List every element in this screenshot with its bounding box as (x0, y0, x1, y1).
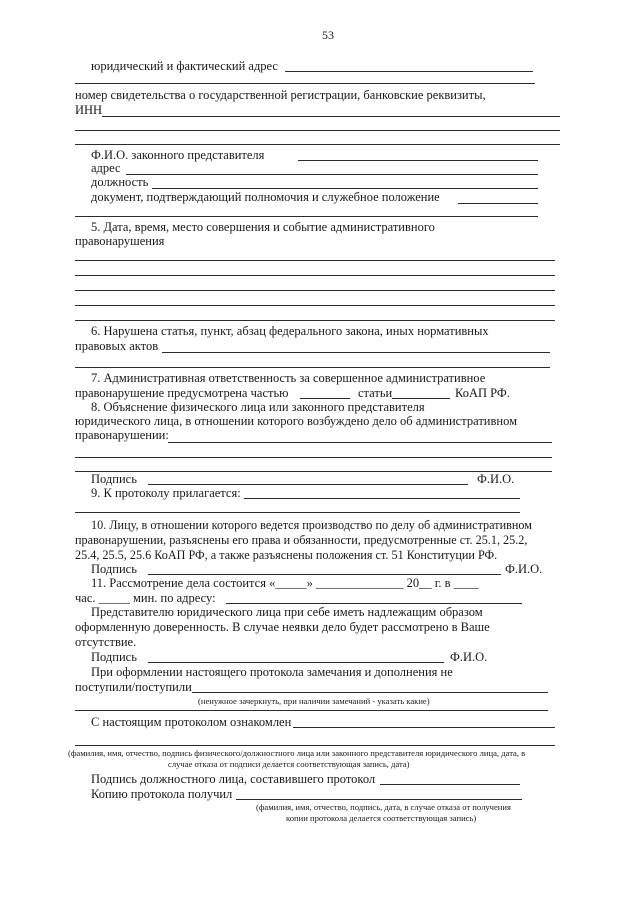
section-6-line-2: правовых актов (75, 339, 159, 353)
fio-label-2: Ф.И.О. (505, 562, 543, 576)
representative-name-label: Ф.И.О. законного представителя (91, 148, 265, 162)
representative-address-label: адрес (91, 161, 121, 175)
representative-document-field-2[interactable] (75, 216, 538, 217)
section-7-line-2b: статьи (358, 386, 393, 400)
section-7-article-field[interactable] (392, 398, 450, 399)
signature-label-1: Подпись (91, 472, 137, 486)
copy-received-field[interactable] (236, 799, 522, 800)
representative-position-field[interactable] (152, 188, 538, 189)
section-9-label: 9. К протоколу прилагается: (91, 486, 241, 500)
representative-position-label: должность (91, 175, 149, 189)
copy-note-line-2: копии протокола делается соответствующая запись) (286, 813, 477, 823)
copy-note-line-1: (фамилия, имя, отчество, подпись, дата, в случае отказа от получения (256, 802, 511, 812)
inn-field-line-2[interactable] (75, 130, 560, 131)
acquainted-note-line-2: случае отказа от подписи делается соответствующая запись, дата) (168, 759, 410, 769)
representative-name-field[interactable] (298, 160, 538, 161)
section-8-line-2: юридического лица, в отношении которого возбуждено дело об административном (75, 414, 517, 428)
fio-label-3: Ф.И.О. (450, 650, 488, 664)
copy-received-label: Копию протокола получил (91, 787, 233, 801)
representative-notice-line-1: Представителю юридического лица при себе иметь надлежащим образом (91, 605, 483, 619)
section-9-field-1[interactable] (244, 498, 520, 499)
section-10-line-2: правонарушении, разъяснены его права и обязанности, предусмотренные ст. 25.1, 25.2, (75, 533, 528, 547)
section-7-line-2c: КоАП РФ. (455, 386, 510, 400)
remarks-field[interactable] (192, 692, 548, 693)
representative-notice-line-3: отсутствие. (75, 635, 137, 649)
section-9-field-2[interactable] (75, 512, 520, 513)
registration-certificate-label: номер свидетельства о государственной регистрации, банковские реквизиты, (75, 88, 486, 102)
section-5-field-5[interactable] (75, 320, 555, 321)
acquainted-label: С настоящим протоколом ознакомлен (91, 715, 292, 729)
section-5-field-4[interactable] (75, 305, 555, 306)
page-number: 53 (322, 28, 334, 42)
section-11-line-1: 11. Рассмотрение дела состоится «_____» ______________ 20__ г. в ____ (91, 576, 479, 590)
official-signature-field[interactable] (380, 784, 520, 785)
signature-field-3[interactable] (148, 662, 444, 663)
section-8-line-3: правонарушении: (75, 428, 169, 442)
section-5-line-1: 5. Дата, время, место совершения и событие административного (91, 220, 435, 234)
official-signature-label: Подпись должностного лица, составившего протокол (91, 772, 376, 786)
inn-label: ИНН (75, 103, 103, 117)
section-6-field-2[interactable] (75, 367, 550, 368)
section-7-part-field[interactable] (300, 398, 350, 399)
separator-line (75, 144, 560, 145)
section-6-field-1[interactable] (162, 352, 550, 353)
section-8-field-2[interactable] (75, 457, 552, 458)
representative-notice-line-2: оформленную доверенность. В случае неявки дело будет рассмотрено в Ваше (75, 620, 490, 634)
remarks-line-2: поступили/поступили (75, 680, 192, 694)
section-6-line-1: 6. Нарушена статья, пункт, абзац федерального закона, иных нормативных (91, 324, 489, 338)
section-10-line-1: 10. Лицу, в отношении которого ведется производство по делу об административном (91, 518, 532, 532)
remarks-line-1: При оформлении настоящего протокола замечания и дополнения не (91, 665, 453, 679)
representative-document-field[interactable] (458, 203, 538, 204)
address-label: юридический и фактический адрес (91, 59, 278, 73)
section-7-line-1: 7. Административная ответственность за совершенное административное (91, 371, 486, 385)
signature-field-1[interactable] (148, 484, 468, 485)
acquainted-field[interactable] (293, 727, 555, 728)
section-10-line-3: 25.4, 25.5, 25.6 КоАП РФ, а также разъяснены положения ст. 51 Конституции РФ. (75, 548, 498, 562)
section-8-field-1[interactable] (168, 442, 552, 443)
address-field-line-2[interactable] (75, 83, 535, 84)
section-11-line-2: час. _____ мин. по адресу: (75, 591, 216, 605)
section-11-address-field[interactable] (226, 603, 522, 604)
section-5-field-1[interactable] (75, 260, 555, 261)
section-7-line-2a: правонарушение предусмотрена частью (75, 386, 289, 400)
section-5-line-2: правонарушения (75, 234, 165, 248)
representative-document-label: документ, подтверждающий полномочия и служебное положение (91, 190, 440, 204)
section-5-field-2[interactable] (75, 275, 555, 276)
signature-label-3: Подпись (91, 650, 137, 664)
section-5-field-3[interactable] (75, 290, 555, 291)
acquainted-field-2[interactable] (75, 745, 555, 746)
section-8-line-1: 8. Объяснение физического лица или законного представителя (91, 400, 425, 414)
representative-address-field[interactable] (126, 174, 538, 175)
inn-field-line[interactable] (102, 116, 560, 117)
address-field-line[interactable] (285, 71, 533, 72)
remarks-field-2[interactable] (75, 710, 548, 711)
fio-label-1: Ф.И.О. (477, 472, 515, 486)
signature-field-2[interactable] (148, 574, 501, 575)
remarks-note: (ненужное зачеркнуть, при наличии замечаний - указать какие) (198, 696, 430, 706)
acquainted-note-line-1: (фамилия, имя, отчество, подпись физического/должностного лица или законного представителя юридического лица, дата, в (68, 748, 526, 758)
signature-label-2: Подпись (91, 562, 137, 576)
